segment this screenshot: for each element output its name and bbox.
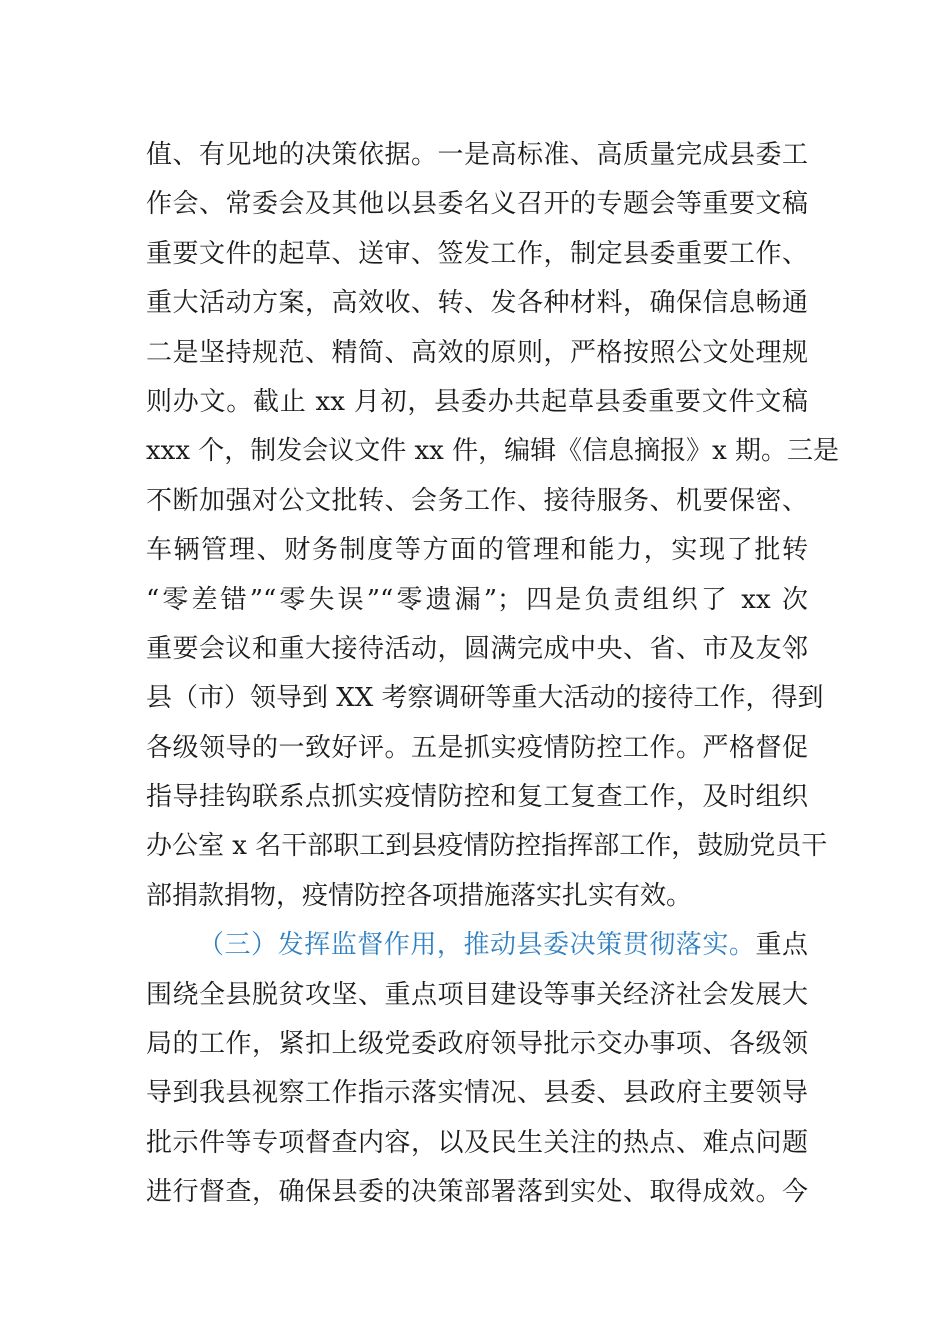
section-heading-line [146,921,808,970]
heading-line-rest: 重点 [755,930,808,961]
paragraph-line: “零差错”“零失误”“零遗漏”；四是负责组织了 xx 次 [146,584,808,615]
paragraph-line: 不断加强对公文批转、会务工作、接待服务、机要保密、 [146,485,808,516]
paragraph-line: 指导挂钩联系点抓实疫情防控和复工复查工作，及时组织 [146,782,808,813]
paragraph-line: 车辆管理、财务制度等方面的管理和能力，实现了批转 [146,535,808,566]
document-body [146,131,840,1218]
paragraph-2 [146,921,808,1217]
paragraph-line: 办公室 x 名干部职工到县疫情防控指挥部工作，鼓励党员干 [146,831,828,862]
paragraph-line: 二是坚持规范、精简、高效的原则，严格按照公文处理规 [146,337,808,368]
paragraph-line: 进行督查，确保县委的决策部署落到实处、取得成效。今 [146,1177,808,1208]
paragraph-line: 重要文件的起草、送审、签发工作，制定县委重要工作、 [146,238,808,269]
paragraph-line: 重要会议和重大接待活动，圆满完成中央、省、市及友邻 [146,633,808,664]
paragraph-line: 县（市）领导到 XX 考察调研等重大活动的接待工作，得到 [146,683,824,714]
section-heading: （三）发挥监督作用，推动县委决策贯彻落实。 [198,930,756,961]
paragraph-line: 局的工作，紧扣上级党委政府领导批示交办事项、各级领 [146,1029,808,1060]
paragraph-line: xxx 个，制发会议文件 xx 件，编辑《信息摘报》x 期。三是 [146,436,840,467]
paragraph-line: 重大活动方案，高效收、转、发各种材料，确保信息畅通 [146,288,808,319]
paragraph-line: 围绕全县脱贫攻坚、重点项目建设等事关经济社会发展大 [146,979,808,1010]
paragraph-1 [146,131,840,921]
paragraph-line: 各级领导的一致好评。五是抓实疫情防控工作。严格督促 [146,732,808,763]
paragraph-line: 值、有见地的决策依据。一是高标准、高质量完成县委工 [146,140,808,170]
paragraph-line: 部捐款捐物，疫情防控各项措施落实扎实有效。 [146,880,693,911]
paragraph-line: 作会、常委会及其他以县委名义召开的专题会等重要文稿 [146,189,808,220]
paragraph-line: 导到我县视察工作指示落实情况、县委、县政府主要领导 [146,1078,808,1109]
paragraph-line: 批示件等专项督查内容，以及民生关注的热点、难点问题 [146,1127,808,1158]
paragraph-line: 则办文。截止 xx 月初，县委办共起草县委重要文件文稿 [146,386,808,417]
